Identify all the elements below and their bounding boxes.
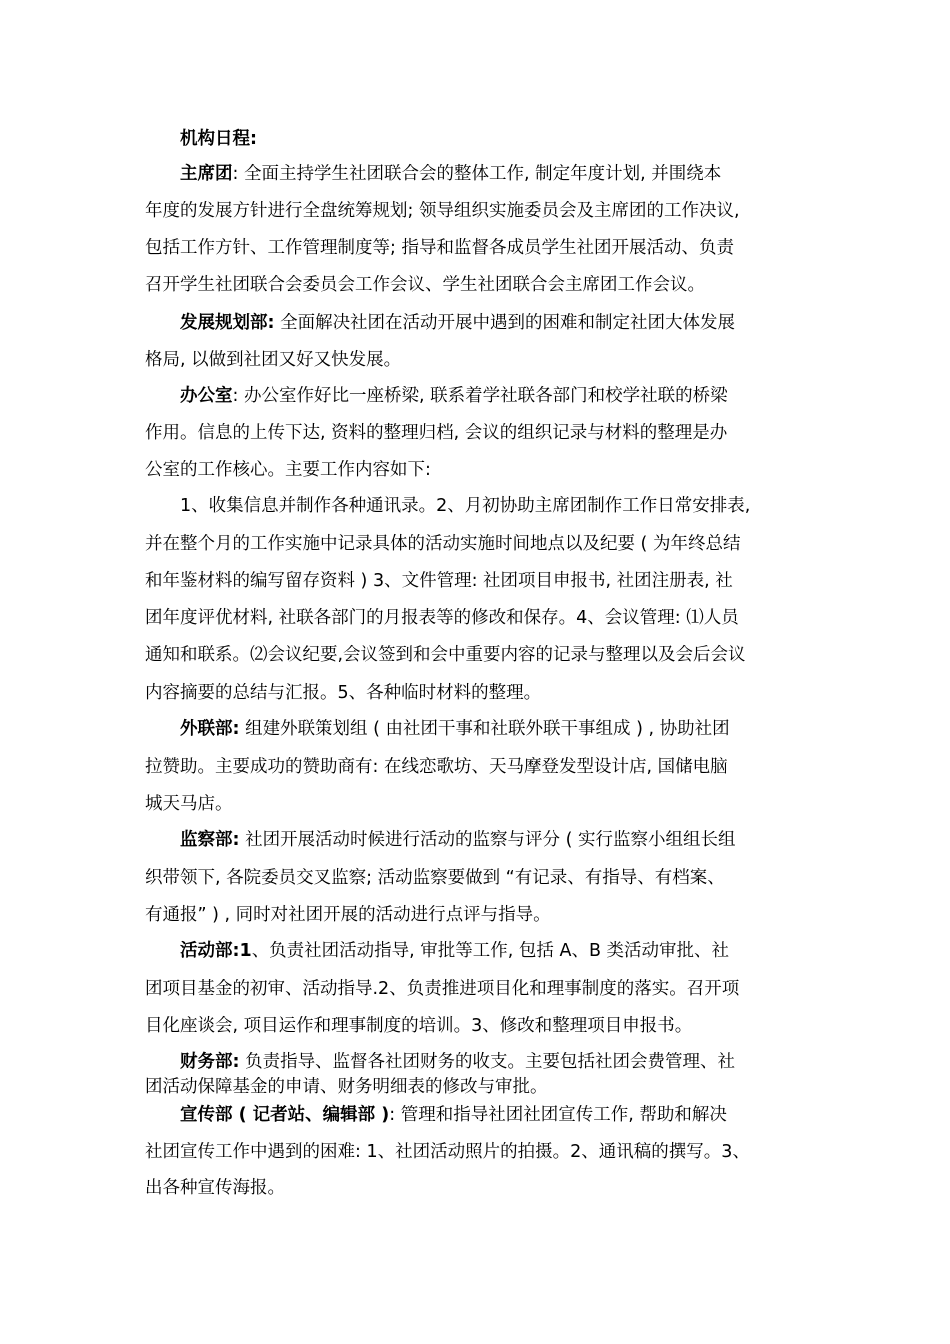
section-xuanchuan-line-3: 出各种宣传海报。 xyxy=(145,1178,285,1198)
section-zhuxituan-line-1 xyxy=(180,162,721,186)
section-bangongshi-line-6: 和年鉴材料的编写留存资料 ) 3、文件管理: 社团项目申报书, 社团注册表, 社 xyxy=(145,571,733,591)
section-caiwu-heading: 财务部: xyxy=(180,1052,240,1072)
section-huodong-line-1 xyxy=(180,939,729,963)
section-fazhan-line-1 xyxy=(180,311,735,335)
section-jiancha-text: 社团开展活动时候进行活动的监察与评分 ( 实行监察小组组长组 xyxy=(239,830,736,850)
section-jiancha-heading: 监察部: xyxy=(180,830,240,850)
section-xuanchuan-line-1 xyxy=(180,1103,727,1127)
section-zhuxituan-text: : 全面主持学生社团联合会的整体工作, 制定年度计划, 并围绕本 xyxy=(232,164,722,184)
section-zhuxituan-heading: 主席团 xyxy=(180,164,233,184)
section-wailian-text: 组建外联策划组 ( 由社团干事和社联外联干事组成 ) , 协助社团 xyxy=(239,719,730,739)
section-wailian-line-2: 拉赞助。主要成功的赞助商有: 在线恋歌坊、天马摩登发型设计店, 国储电脑 xyxy=(145,757,728,777)
section-zhuxituan-line-3: 包括工作方针、工作管理制度等; 指导和监督各成员学生社团开展活动、负责 xyxy=(145,238,734,258)
section-wailian-heading: 外联部: xyxy=(180,719,240,739)
section-jiancha-line-1 xyxy=(180,828,736,852)
section-huodong-line-2: 团项目基金的初审、活动指导.2、负责推进项目化和理事制度的落实。召开项 xyxy=(145,979,740,999)
section-caiwu-line-1 xyxy=(180,1050,735,1074)
section-huodong-text: 、负责社团活动指导, 审批等工作, 包括 A、B 类活动审批、社 xyxy=(251,941,730,961)
section-bangongshi-line-3: 公室的工作核心。主要工作内容如下: xyxy=(145,460,431,480)
section-jiancha-line-2: 织带领下, 各院委员交叉监察; 活动监察要做到 “有记录、有指导、有档案、 xyxy=(145,868,725,888)
section-wailian-line-3: 城天马店。 xyxy=(145,794,233,814)
section-bangongshi-line-1 xyxy=(180,384,728,408)
section-xuanchuan-text: : 管理和指导社团社团宣传工作, 帮助和解决 xyxy=(389,1105,727,1125)
page-title: 机构日程: xyxy=(180,129,257,149)
section-fazhan-line-2: 格局, 以做到社团又好又快发展。 xyxy=(145,350,402,370)
section-wailian-line-1 xyxy=(180,717,730,741)
section-jiancha-line-3: 有通报” ) , 同时对社团开展的活动进行点评与指导。 xyxy=(145,905,551,925)
section-xuanchuan-line-2: 社团宣传工作中遇到的困难: 1、社团活动照片的拍摄。2、通讯稿的撰写。3、 xyxy=(145,1142,750,1162)
section-bangongshi-heading: 办公室 xyxy=(180,386,233,406)
section-zhuxituan-line-4: 召开学生社团联合会委员会工作会议、学生社团联合会主席团工作会议。 xyxy=(145,275,705,295)
section-bangongshi-line-4: 1、收集信息并制作各种通讯录。2、月初协助主席团制作工作日常安排表, xyxy=(180,496,751,516)
section-caiwu-text: 负责指导、监督各社团财务的收支。主要包括社团会费管理、社 xyxy=(239,1052,736,1072)
section-huodong-line-3: 目化座谈会, 项目运作和理事制度的培训。3、修改和整理项目申报书。 xyxy=(145,1016,693,1036)
section-bangongshi-line-7: 团年度评优材料, 社联各部门的月报表等的修改和保存。4、会议管理: ⑴人员 xyxy=(145,608,739,628)
section-fazhan-heading: 发展规划部: xyxy=(180,313,275,333)
section-zhuxituan-line-2: 年度的发展方针进行全盘统筹规划; 领导组织实施委员会及主席团的工作决议, xyxy=(145,201,740,221)
section-bangongshi-text: : 办公室作好比一座桥梁, 联系着学社联各部门和校学社联的桥梁 xyxy=(232,386,728,406)
section-bangongshi-line-9: 内容摘要的总结与汇报。5、各种临时材料的整理。 xyxy=(145,683,542,703)
section-bangongshi-line-5: 并在整个月的工作实施中记录具体的活动实施时间地点以及纪要 ( 为年终总结 xyxy=(145,534,741,554)
section-bangongshi-line-8: 通知和联系。⑵会议纪要,会议签到和会中重要内容的记录与整理以及会后会议 xyxy=(145,645,746,665)
section-caiwu-line-2: 团活动保障基金的申请、财务明细表的修改与审批。 xyxy=(145,1077,548,1097)
section-huodong-heading: 活动部:1 xyxy=(180,941,252,961)
section-fazhan-text: 全面解决社团在活动开展中遇到的困难和制定社团大体发展 xyxy=(274,313,736,333)
section-xuanchuan-heading: 宣传部 ( 记者站、编辑部 ) xyxy=(180,1105,390,1125)
section-bangongshi-line-2: 作用。信息的上传下达, 资料的整理归档, 会议的组织记录与材料的整理是办 xyxy=(145,423,728,443)
